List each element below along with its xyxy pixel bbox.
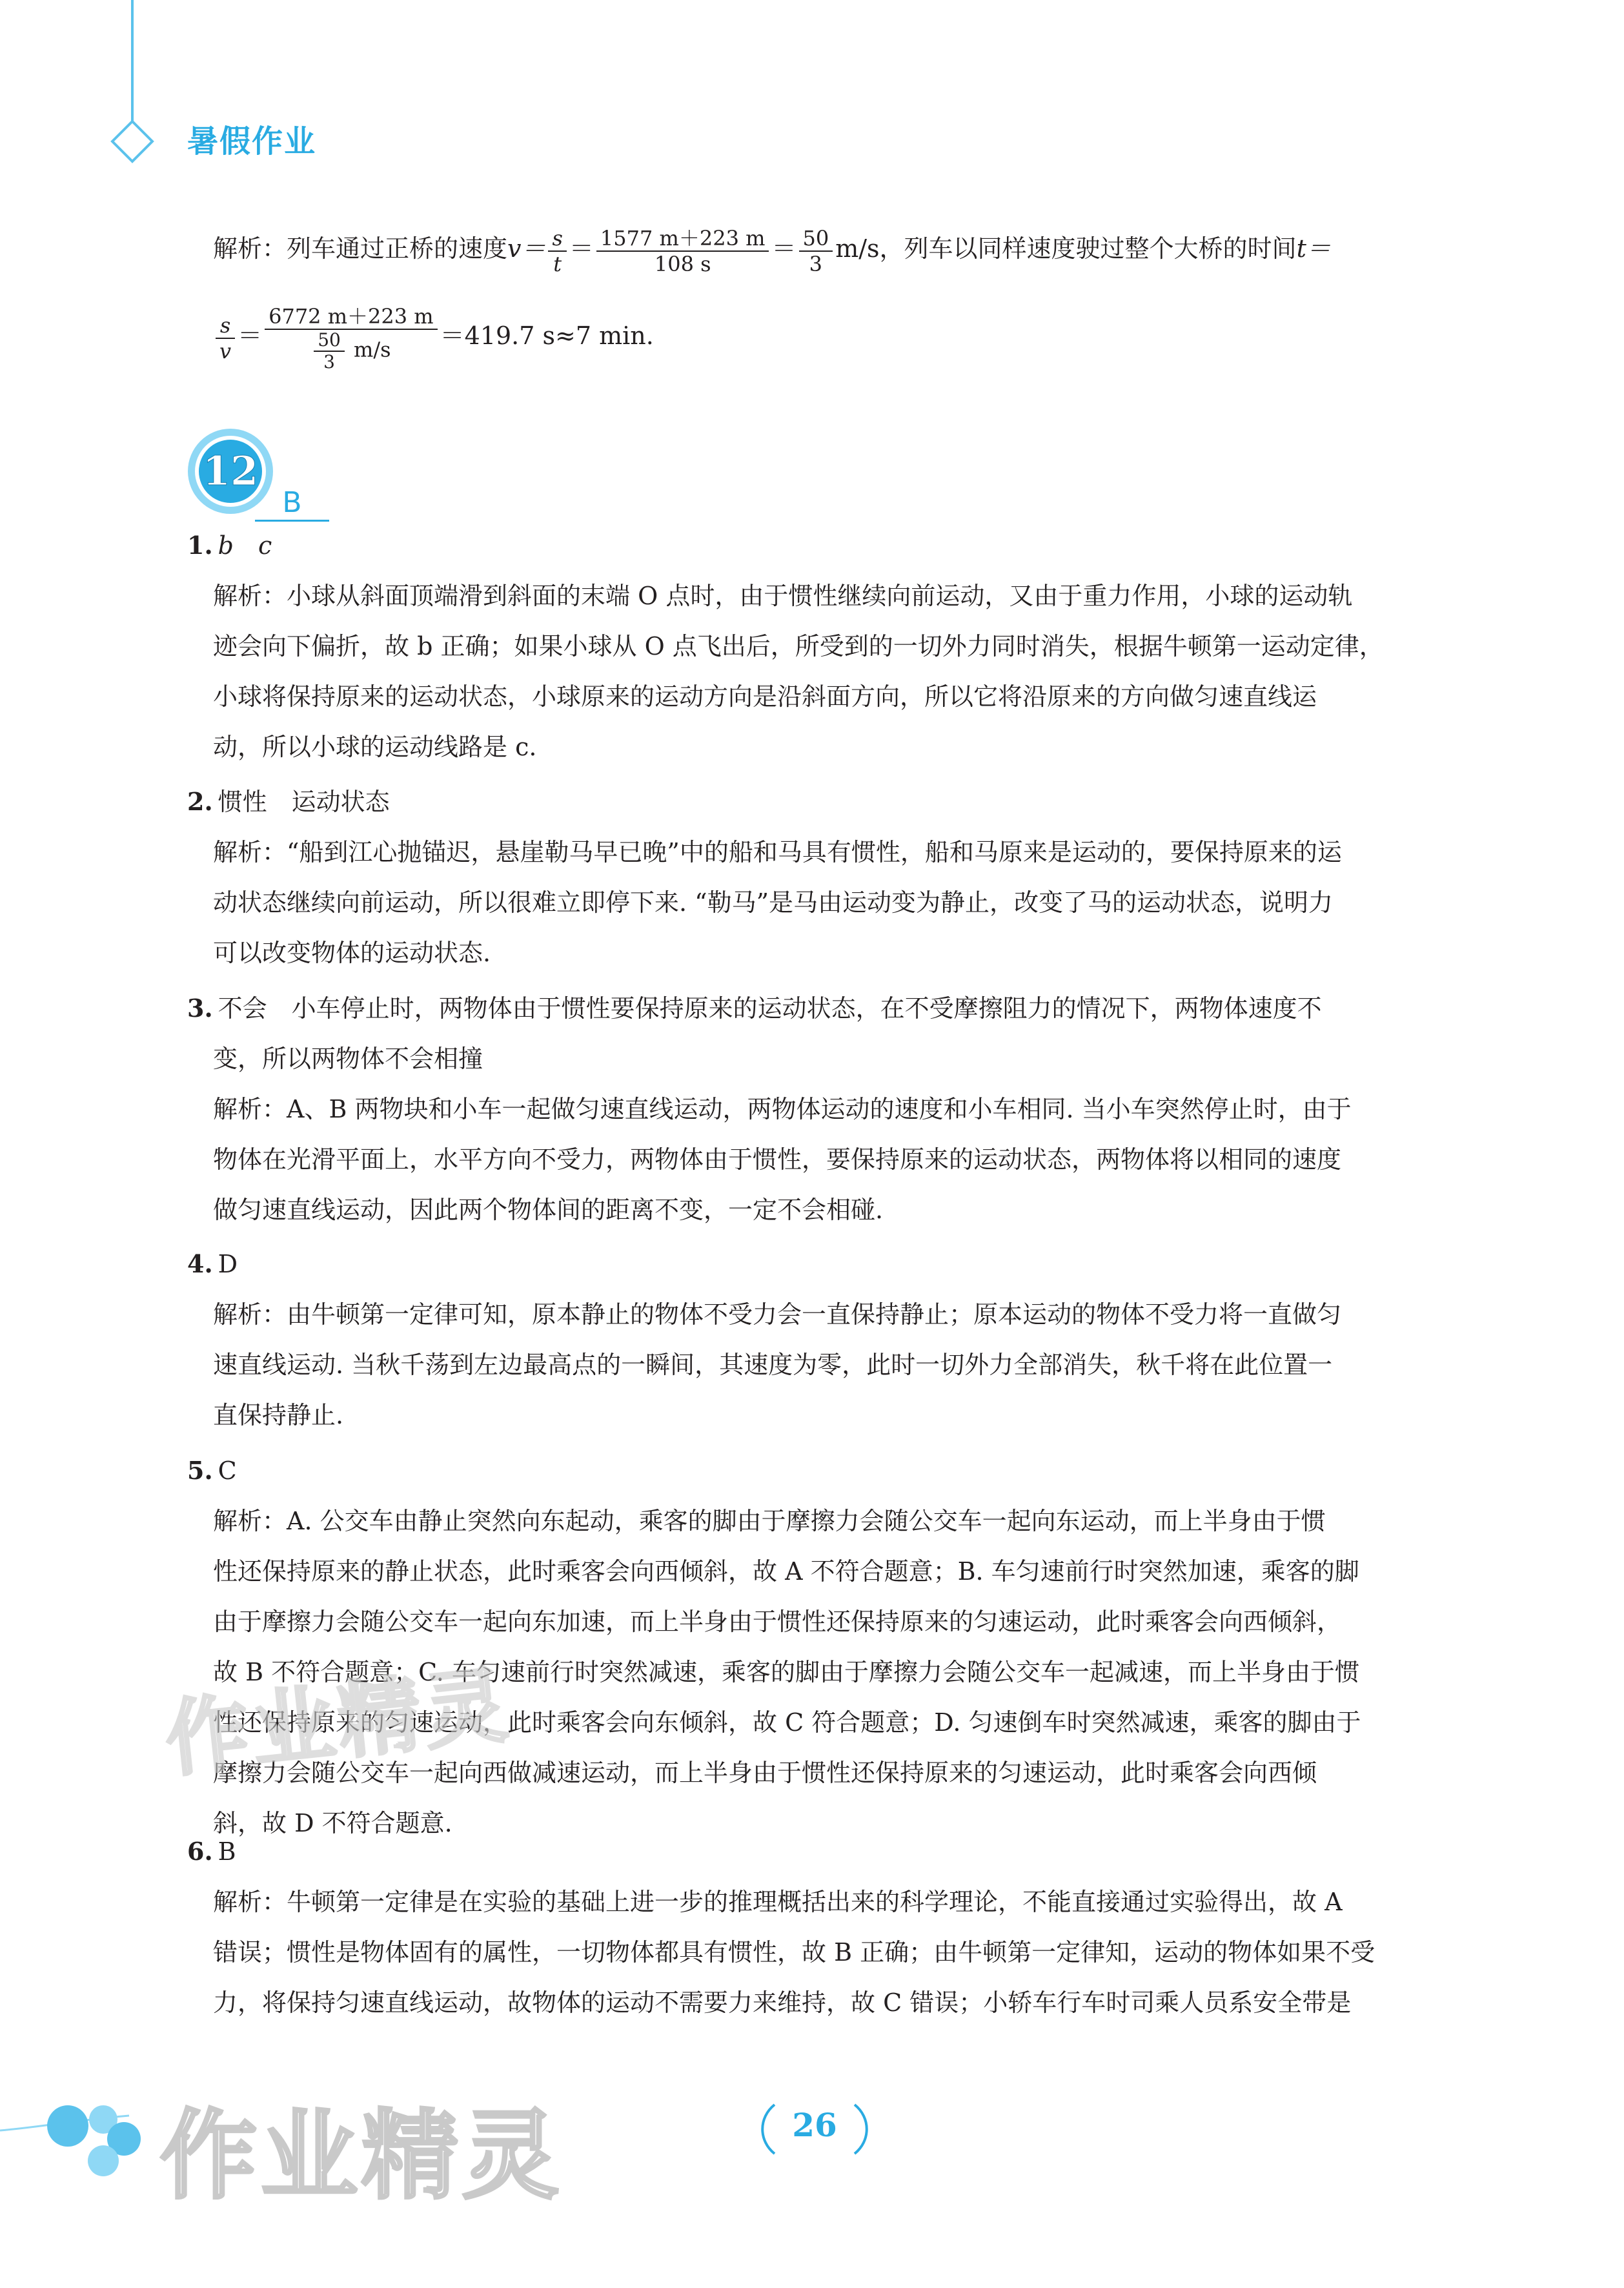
- section-subtitle: B: [255, 487, 329, 522]
- intro-line-1: [213, 223, 1476, 276]
- question-number: 5.: [187, 1456, 213, 1485]
- eq-sign: ＝: [569, 234, 594, 263]
- analysis-line: 速直线运动. 当秋千荡到左边最高点的一瞬间，其速度为零，此时一切外力全部消失，秋千将在此位置一: [213, 1351, 1333, 1379]
- analysis-line: 力，将保持匀速直线运动，故物体的运动不需要力来维持，故 C 错误；小轿车行车时司乘人员系安全带是: [213, 1988, 1352, 2017]
- analysis-line: 解析：A、B 两物块和小车一起做匀速直线运动，两物体运动的速度和小车相同. 当小车突然停止时，由于: [213, 1095, 1352, 1123]
- question-number: 4.: [187, 1249, 213, 1278]
- question-number: 2.: [187, 787, 213, 816]
- unit: m/s: [354, 337, 391, 362]
- frac-den: 3: [323, 351, 335, 373]
- frac-num: 50: [799, 226, 833, 252]
- analysis-line: 解析：A. 公交车由静止突然向东起动，乘客的脚由于摩擦力会随公交车一起向东运动，而上半身由于惯: [213, 1507, 1326, 1535]
- intro-lead: 解析：列车通过正桥的速度: [213, 234, 508, 263]
- section-number: 12: [202, 447, 259, 495]
- fraction-distance-time: [596, 226, 769, 276]
- analysis-line: 动状态继续向前运动，所以很难立即停下来. “勒马”是马由运动变为静止，改变了马的运动状态，说明力: [213, 888, 1334, 917]
- analysis-line: 动，所以小球的运动线路是 c.: [213, 733, 537, 761]
- eq-sign: ＝: [238, 322, 263, 350]
- answer-text: b c: [218, 531, 272, 560]
- answer-text: C: [218, 1456, 237, 1485]
- question-3-answer: [187, 992, 1322, 1025]
- bubbles-decoration-icon: [0, 2076, 155, 2179]
- analysis-line: 解析：牛顿第一定律是在实验的基础上进一步的推理概括出来的科学理论，不能直接通过实验得出，故 A: [213, 1888, 1343, 1916]
- fraction-50-3-small: [314, 330, 345, 373]
- frac-num: s: [548, 226, 566, 252]
- fraction-total-speed: [265, 304, 438, 373]
- analysis-line: 故 B 不符合题意；C. 车匀速前行时突然减速，乘客的脚由于摩擦力会随公交车一起减速，而上半身由于惯: [213, 1658, 1359, 1686]
- answer-text-continued: 变，所以两物体不会相撞: [213, 1045, 483, 1073]
- fraction-s-v: [216, 313, 235, 363]
- question-4-answer: [187, 1248, 238, 1280]
- page-number: 26: [792, 2106, 837, 2144]
- analysis-line: 物体在光滑平面上，水平方向不受力，两物体由于惯性，要保持原来的运动状态，两物体将以相同的速度: [213, 1145, 1342, 1174]
- fraction-50-3: [799, 226, 833, 276]
- answer-text: 惯性 运动状态: [218, 788, 390, 816]
- frac-num: 50: [314, 330, 345, 352]
- fraction-s-t: [548, 226, 566, 276]
- analysis-line: 解析：小球从斜面顶端滑到斜面的末端 O 点时，由于惯性继续向前运动，又由于重力作用，小球的运动轨: [213, 582, 1353, 610]
- t-eq: t＝: [1296, 234, 1331, 263]
- frac-den: t: [553, 251, 562, 276]
- frac-num: s: [216, 313, 235, 339]
- intro-result: ＝419.7 s≈7 min.: [440, 322, 654, 350]
- watermark-bottom: 作业精灵: [160, 2100, 563, 2212]
- v-eq: v＝: [507, 234, 546, 263]
- question-number: 3.: [187, 994, 213, 1023]
- analysis-line: 做匀速直线运动，因此两个物体间的距离不变，一定不会相碰.: [213, 1196, 884, 1224]
- question-5-answer: [187, 1455, 237, 1487]
- question-2-answer: [187, 786, 390, 818]
- analysis-line: 由于摩擦力会随公交车一起向东加速，而上半身由于惯性还保持原来的匀速运动，此时乘客会向西倾斜，: [213, 1608, 1342, 1636]
- frac-num: 6772 m＋223 m: [265, 304, 438, 330]
- question-6-answer: [187, 1835, 236, 1868]
- question-1-answer: [187, 529, 272, 562]
- answer-text: 不会 小车停止时，两物体由于惯性要保持原来的运动状态，在不受摩擦阻力的情况下，两物体速度不: [218, 994, 1322, 1023]
- analysis-line: 性还保持原来的匀速运动，此时乘客会向东倾斜，故 C 符合题意；D. 匀速倒车时突然减速，乘客的脚由于: [213, 1708, 1361, 1737]
- analysis-line: 摩擦力会随公交车一起向西做减速运动，而上半身由于惯性还保持原来的匀速运动，此时乘客会向西倾: [213, 1759, 1317, 1787]
- intro-line-2: [213, 303, 1476, 373]
- answer-text: B: [218, 1837, 236, 1866]
- analysis-line: 错误；惯性是物体固有的属性，一切物体都具有惯性，故 B 正确；由牛顿第一定律知，运动的物体如果不受: [213, 1938, 1375, 1966]
- frac-den: 108 s: [654, 251, 711, 276]
- analysis-line: 斜，故 D 不符合题意.: [213, 1809, 452, 1837]
- analysis-line: 直保持静止.: [213, 1401, 344, 1429]
- diamond-icon: [110, 119, 155, 164]
- header-title: 暑假作业: [187, 123, 317, 159]
- analysis-line: 解析：“船到江心抛锚迟，悬崖勒马早已晚”中的船和马具有惯性，船和马原来是运动的，要保持原来的运: [213, 838, 1342, 866]
- analysis-line: 可以改变物体的运动状态.: [213, 939, 491, 967]
- frac-den: [265, 330, 438, 373]
- frac-num: 1577 m＋223 m: [596, 226, 769, 252]
- question-number: 1.: [187, 531, 213, 560]
- header-vertical-line: [131, 0, 134, 121]
- analysis-line: 迹会向下偏折，故 b 正确；如果小球从 O 点飞出后，所受到的一切外力同时消失，根据牛顿第一运动定律，: [213, 632, 1384, 660]
- watermark-mid: 作业精灵: [161, 1657, 516, 1789]
- frac-den: 3: [809, 251, 823, 276]
- frac-den: v: [219, 338, 232, 363]
- eq-sign: ＝: [771, 234, 797, 263]
- question-number: 6.: [187, 1837, 213, 1866]
- answer-text: D: [218, 1250, 238, 1278]
- analysis-line: 解析：由牛顿第一定律可知，原本静止的物体不受力会一直保持静止；原本运动的物体不受力将一直做匀: [213, 1300, 1342, 1329]
- intro-unit-tail: m/s，列车以同样速度驶过整个大桥的时间: [835, 234, 1297, 263]
- analysis-line: 小球将保持原来的运动状态，小球原来的运动方向是沿斜面方向，所以它将沿原来的方向做匀速直线运: [213, 682, 1317, 711]
- analysis-line: 性还保持原来的静止状态，此时乘客会向西倾斜，故 A 不符合题意；B. 车匀速前行时突然加速，乘客的脚: [213, 1557, 1359, 1586]
